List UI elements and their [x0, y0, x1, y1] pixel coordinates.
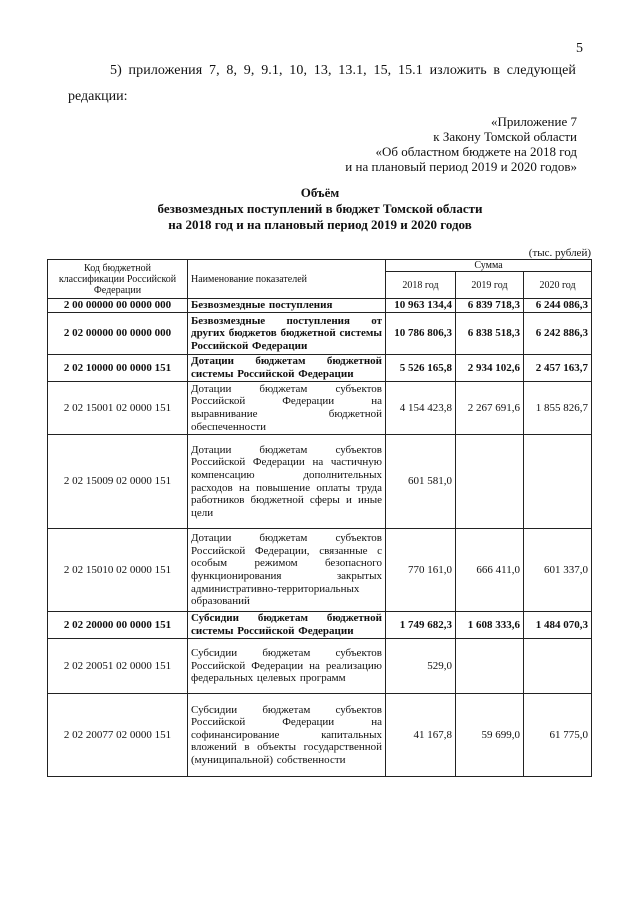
intro-paragraph-line2: редакции:	[68, 89, 128, 104]
row-code: 2 02 15009 02 0000 151	[48, 435, 188, 529]
document-title	[62, 185, 578, 233]
row-value-2020: 601 337,0	[524, 529, 592, 612]
table-row	[48, 639, 592, 694]
row-value-2019: 666 411,0	[456, 529, 524, 612]
title-line-1: Объём	[300, 185, 340, 200]
page-number: 5	[576, 41, 583, 56]
row-value-2018: 1 749 682,3	[386, 612, 456, 639]
row-name: Дотации бюджетам субъектов Российской Федерации на выравнивание бюджетной обеспеченности	[188, 382, 386, 435]
row-value-2018: 41 167,8	[386, 694, 456, 777]
appendix-line-4: и на плановый период 2019 и 2020 годов»	[345, 159, 577, 174]
row-code: 2 02 15001 02 0000 151	[48, 382, 188, 435]
appendix-line-1: «Приложение 7	[490, 114, 577, 129]
row-value-2019: 2 934 102,6	[456, 355, 524, 382]
row-name: Безвозмездные поступления от других бюджетов бюджетной системы Российской Федерации	[188, 313, 386, 355]
table-row	[48, 529, 592, 612]
title-line-2: безвозмездных поступлений в бюджет Томской области	[157, 201, 483, 216]
row-value-2018: 5 526 165,8	[386, 355, 456, 382]
row-code: 2 02 10000 00 0000 151	[48, 355, 188, 382]
row-value-2020: 6 242 886,3	[524, 313, 592, 355]
row-value-2018: 4 154 423,8	[386, 382, 456, 435]
header-sum: Сумма	[386, 260, 592, 272]
table-row	[48, 612, 592, 639]
table-row	[48, 313, 592, 355]
header-2020: 2020 год	[524, 272, 592, 299]
row-code: 2 02 20077 02 0000 151	[48, 694, 188, 777]
table-row	[48, 694, 592, 777]
table-row	[48, 355, 592, 382]
row-value-2018: 529,0	[386, 639, 456, 694]
row-name: Безвозмездные поступления	[188, 299, 386, 313]
appendix-line-2: к Закону Томской области	[433, 129, 577, 144]
row-value-2019	[456, 639, 524, 694]
row-value-2019: 1 608 333,6	[456, 612, 524, 639]
row-code: 2 02 00000 00 0000 000	[48, 313, 188, 355]
row-value-2019: 2 267 691,6	[456, 382, 524, 435]
row-value-2018: 601 581,0	[386, 435, 456, 529]
budget-table	[47, 259, 592, 777]
row-value-2018: 10 963 134,4	[386, 299, 456, 313]
table-row	[48, 382, 592, 435]
appendix-line-3: «Об областном бюджете на 2018 год	[375, 144, 577, 159]
row-value-2020: 61 775,0	[524, 694, 592, 777]
table-row	[48, 435, 592, 529]
row-value-2020: 6 244 086,3	[524, 299, 592, 313]
units-label: (тыс. рублей)	[528, 247, 591, 259]
row-value-2020: 1 484 070,3	[524, 612, 592, 639]
row-name: Дотации бюджетам субъектов Российской Федерации, связанные с особым режимом безопасного функционирования закрытых административно-территориальных образований	[188, 529, 386, 612]
row-value-2020	[524, 639, 592, 694]
row-value-2018: 10 786 806,3	[386, 313, 456, 355]
row-value-2018: 770 161,0	[386, 529, 456, 612]
row-value-2019: 59 699,0	[456, 694, 524, 777]
header-name: Наименование показателей	[188, 260, 386, 299]
row-code: 2 00 00000 00 0000 000	[48, 299, 188, 313]
row-code: 2 02 20051 02 0000 151	[48, 639, 188, 694]
row-value-2019: 6 839 718,3	[456, 299, 524, 313]
row-value-2019	[456, 435, 524, 529]
row-value-2020: 2 457 163,7	[524, 355, 592, 382]
table-row	[48, 299, 592, 313]
header-code: Код бюджетной классификации Российской Федерации	[48, 260, 188, 299]
row-code: 2 02 15010 02 0000 151	[48, 529, 188, 612]
row-name: Субсидии бюджетам субъектов Российской Федерации на реализацию федеральных целевых программ	[188, 639, 386, 694]
row-name: Дотации бюджетам субъектов Российской Федерации на частичную компенсацию дополнительных расходов на повышение оплаты труда работников бюджетной сферы и иные цели	[188, 435, 386, 529]
row-value-2020: 1 855 826,7	[524, 382, 592, 435]
header-2018: 2018 год	[386, 272, 456, 299]
title-line-3: на 2018 год и на плановый период 2019 и 2020 годов	[168, 217, 472, 232]
header-2019: 2019 год	[456, 272, 524, 299]
row-name: Дотации бюджетам бюджетной системы Российской Федерации	[188, 355, 386, 382]
appendix-header	[257, 114, 577, 174]
row-value-2019: 6 838 518,3	[456, 313, 524, 355]
row-value-2020	[524, 435, 592, 529]
row-code: 2 02 20000 00 0000 151	[48, 612, 188, 639]
intro-paragraph-line1: 5) приложения 7, 8, 9, 9.1, 10, 13, 13.1, 15, 15.1 изложить в следующей	[110, 63, 576, 78]
row-name: Субсидии бюджетам бюджетной системы Российской Федерации	[188, 612, 386, 639]
row-name: Субсидии бюджетам субъектов Российской Федерации на софинансирование капитальных вложений в объекты государственной (муниципальной) собственности	[188, 694, 386, 777]
